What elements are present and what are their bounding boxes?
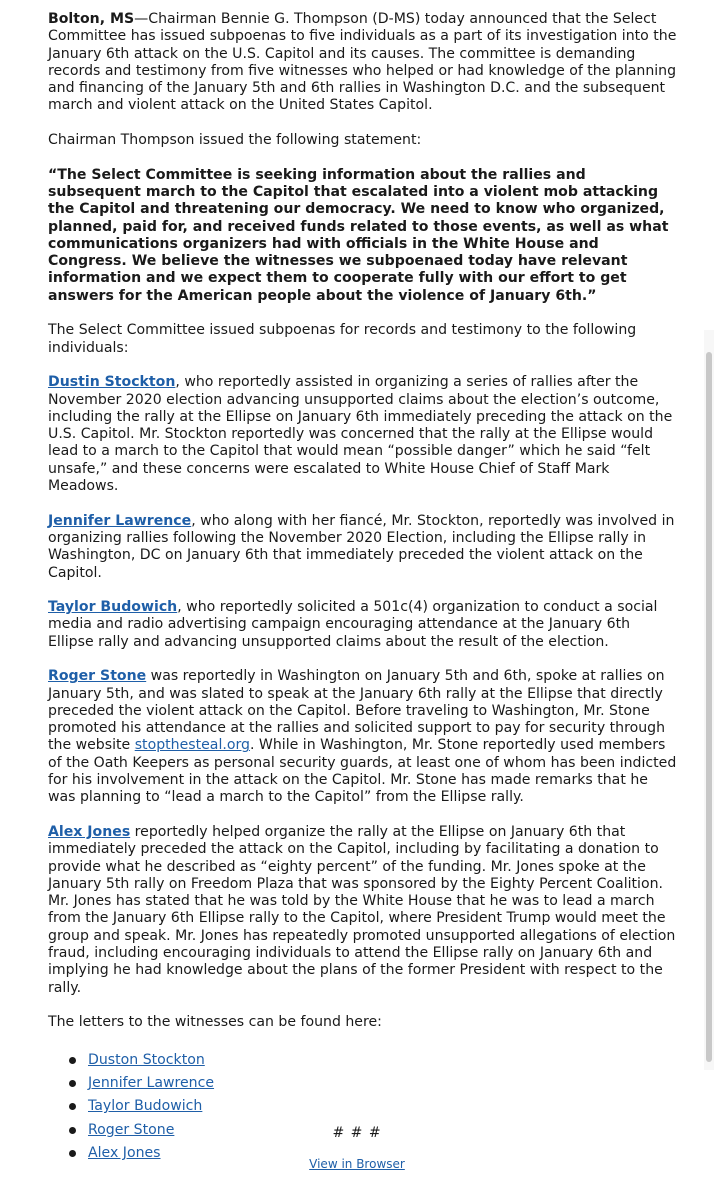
letter-link-jones[interactable]: Alex Jones [88, 1145, 161, 1161]
witness-description: , who along with her fiancé, Mr. Stockton, reportedly was involved in organizing rallies following the November 2020 Election, including the Ellipse rally in Washington, DC on January 6th that immediately preceded the violent attack on the Capitol. [48, 512, 675, 581]
bullet-icon [69, 1103, 76, 1110]
press-release-body [48, 11, 678, 1165]
bullet-icon [69, 1150, 76, 1157]
letter-link-stockton[interactable]: Duston Stockton [88, 1051, 205, 1068]
list-item [48, 1049, 678, 1072]
view-in-browser-link[interactable]: View in Browser [309, 1157, 405, 1171]
list-item [48, 1072, 678, 1095]
letters-list [48, 1049, 678, 1165]
letter-link-budowich[interactable]: Taylor Budowich [88, 1098, 203, 1115]
letter-link-stone[interactable]: Roger Stone [88, 1121, 175, 1138]
witness-link-dustin-stockton[interactable]: Dustin Stockton [48, 374, 176, 391]
witness-description: , who reportedly assisted in organizing a series of rallies after the November 2020 election advancing unsupported claims about the election’s outcome, including the rally at the Ellipse on January 6th immediately preceding the attack on the U.S. Capitol. Mr. Stockton reportedly was concerned that the rally at the Ellipse would lead to a march to the Capitol that would mean “possible danger” which he said “felt unsafe,” and these concerns were escalated to White House Chief of Staff Mark Meadows. [48, 374, 673, 495]
witness-link-jennifer-lawrence[interactable]: Jennifer Lawrence [48, 512, 192, 529]
subpoena-intro: The Select Committee issued subpoenas for records and testimony to the following individuals: [48, 322, 637, 356]
witness-paragraph-lawrence [48, 513, 678, 582]
letter-link-lawrence[interactable]: Jennifer Lawrence [88, 1075, 215, 1092]
witness-paragraph-budowich [48, 599, 678, 651]
witness-link-roger-stone[interactable]: Roger Stone [48, 668, 147, 685]
bullet-icon [69, 1057, 76, 1064]
witness-description: , who reportedly solicited a 501c(4) organization to conduct a social media and radio advertising campaign encouraging attendance at the January 6th Ellipse rally and advancing unsupported claims about the result of the election. [48, 599, 658, 650]
intro-text: —Chairman Bennie G. Thompson (D-MS) today announced that the Select Committee has issued subpoenas to five individuals as a part of its investigation into the January 6th attack on the U.S. Capitol and its causes. The committee is demanding records and testimony from five witnesses who helped or had knowledge of the planning and financing of the January 5th and 6th rallies in Washington D.C. and the subsequent march and violent attack on the United States Capitol. [48, 11, 677, 114]
dateline: Bolton, MS [48, 11, 135, 27]
witness-link-alex-jones[interactable]: Alex Jones [48, 823, 131, 840]
scrollbar-thumb[interactable] [706, 352, 712, 1062]
witness-description: reportedly helped organize the rally at the Ellipse on January 6th that immediately preceded the attack on the Capitol, including by facilitating a donation to provide what he described as “eighty percent” of the funding. Mr. Jones spoke at the January 5th rally on Freedom Plaza that was sponsored by the Eighty Percent Coalition. Mr. Jones has stated that he was told by the White House that he was to lead a march from the January 6th Ellipse rally to the Capitol, where President Trump would meet the group and speak. Mr. Jones has repeatedly promoted unsupported allegations of election fraud, including encouraging individuals to attend the Ellipse rally on January 6th and implying he had knowledge about the plans of the former President with respect to the rally. [48, 823, 676, 996]
footer [0, 1157, 714, 1171]
chairman-quote: “The Select Committee is seeking information about the rallies and subsequent march to the Capitol that escalated into a violent mob attacking the Capitol and threatening our democracy. We need to know who organized, planned, paid for, and received funds related to those events, as well as what communications organizers had with officials in the White House and Congress. We believe the witnesses we subpoenaed today have relevant information and we expect them to cooperate fully with our effort to get answers for the American people about the violence of January 6th.” [48, 166, 669, 304]
witness-paragraph-jones [48, 824, 678, 997]
end-mark: # # # [332, 1125, 382, 1141]
witness-paragraph-stockton [48, 374, 678, 495]
letters-intro: The letters to the witnesses can be found here: [48, 1014, 382, 1031]
witness-description-continued: . While in Washington, Mr. Stone reportedly used members of the Oath Keepers as personal security guards, at least one of whom has been indicted for his involvement in the attack on the Capitol. Mr. Stone has made remarks that he was planning to “lead a march to the Capitol” from the Ellipse rally. [48, 737, 677, 806]
bullet-icon [69, 1080, 76, 1087]
list-item [48, 1095, 678, 1118]
stopthesteal-link[interactable]: stopthesteal.org [134, 737, 250, 754]
witness-link-taylor-budowich[interactable]: Taylor Budowich [48, 599, 178, 616]
witness-paragraph-stone [48, 668, 678, 806]
statement-intro: Chairman Thompson issued the following statement: [48, 132, 422, 149]
witness-description: was reportedly in Washington on January 5th and 6th, spoke at rallies on January 5th, and was slated to speak at the January 6th rally at the Ellipse that directly preceded the violent attack on the Capitol. Before traveling to Washington, Mr. Stone promoted his attendance at the rallies and solicited support to pay for security through the website [48, 668, 666, 754]
intro-paragraph [48, 11, 678, 115]
